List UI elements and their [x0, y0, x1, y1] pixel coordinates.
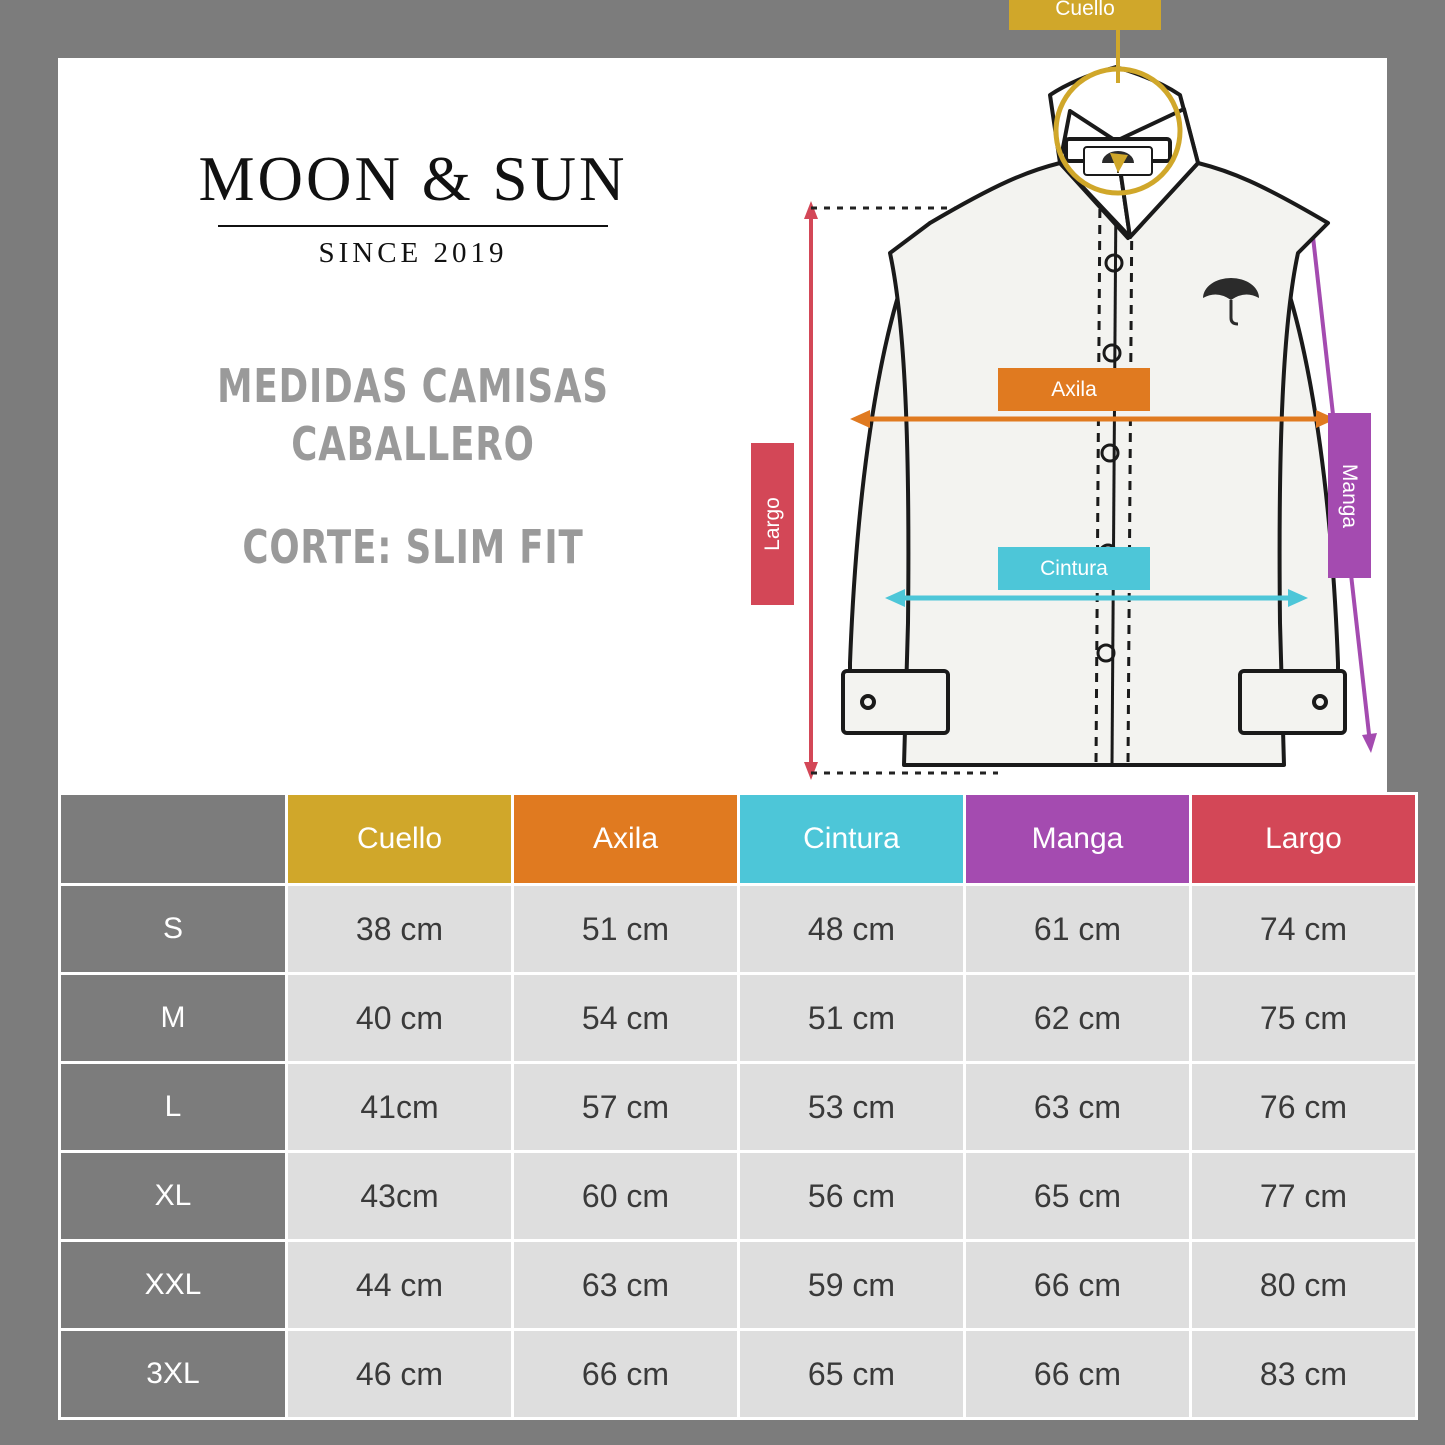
- cell-cuello: 41cm: [287, 1063, 513, 1152]
- cell-axila: 57 cm: [513, 1063, 739, 1152]
- table-row: [60, 974, 1417, 1063]
- cell-manga: 63 cm: [965, 1063, 1191, 1152]
- size-table-body: [60, 885, 1417, 1419]
- cell-cintura: 48 cm: [739, 885, 965, 974]
- cell-largo: 75 cm: [1191, 974, 1417, 1063]
- cell-size: L: [60, 1063, 287, 1152]
- cell-largo: 77 cm: [1191, 1152, 1417, 1241]
- cell-largo: 80 cm: [1191, 1241, 1417, 1330]
- cell-cintura: 51 cm: [739, 974, 965, 1063]
- title-spacer: [113, 473, 713, 519]
- brand-divider: [218, 225, 608, 227]
- page-title-line1: MEDIDAS CAMISAS: [217, 359, 609, 413]
- table-row: [60, 1330, 1417, 1419]
- size-table-wrapper: [58, 792, 1387, 1420]
- table-header-row: [60, 794, 1417, 885]
- cell-size: M: [60, 974, 287, 1063]
- label-manga-text: Manga: [1338, 463, 1362, 528]
- cell-manga: 61 cm: [965, 885, 1191, 974]
- cell-axila: 51 cm: [513, 885, 739, 974]
- cell-cintura: 59 cm: [739, 1241, 965, 1330]
- label-cintura: Cintura: [998, 547, 1150, 590]
- brand-block: [113, 144, 713, 270]
- table-row: [60, 1241, 1417, 1330]
- cell-axila: 60 cm: [513, 1152, 739, 1241]
- cell-cintura: 56 cm: [739, 1152, 965, 1241]
- page-title-line2: CABALLERO: [291, 416, 535, 471]
- label-manga: [1328, 413, 1371, 578]
- label-largo-text: Largo: [760, 497, 784, 551]
- cell-largo: 76 cm: [1191, 1063, 1417, 1152]
- cell-size: S: [60, 885, 287, 974]
- cell-axila: 54 cm: [513, 974, 739, 1063]
- table-row: [60, 1063, 1417, 1152]
- cell-largo: 74 cm: [1191, 885, 1417, 974]
- cell-cuello: 38 cm: [287, 885, 513, 974]
- cell-manga: 62 cm: [965, 974, 1191, 1063]
- cell-cuello: 44 cm: [287, 1241, 513, 1330]
- table-row: [60, 1152, 1417, 1241]
- shirt-diagram: [698, 0, 1388, 803]
- cell-cintura: 65 cm: [739, 1330, 965, 1419]
- page-subtitle: CORTE: SLIM FIT: [242, 520, 584, 574]
- header-cuello: Cuello: [287, 794, 513, 885]
- cell-size: XXL: [60, 1241, 287, 1330]
- label-largo: [751, 443, 794, 605]
- header-cintura: Cintura: [739, 794, 965, 885]
- size-table: [58, 792, 1418, 1420]
- cell-axila: 63 cm: [513, 1241, 739, 1330]
- header-largo: Largo: [1191, 794, 1417, 885]
- size-table-head: [60, 794, 1417, 885]
- cell-cintura: 53 cm: [739, 1063, 965, 1152]
- shirt-illustration: [698, 23, 1388, 803]
- top-section: [58, 0, 1387, 792]
- label-cuello: Cuello: [1009, 0, 1161, 30]
- cell-size: 3XL: [60, 1330, 287, 1419]
- header-axila: Axila: [513, 794, 739, 885]
- cell-manga: 66 cm: [965, 1330, 1191, 1419]
- label-axila: Axila: [998, 368, 1150, 411]
- cell-axila: 66 cm: [513, 1330, 739, 1419]
- header-size: [60, 794, 287, 885]
- cell-manga: 65 cm: [965, 1152, 1191, 1241]
- cell-cuello: 46 cm: [287, 1330, 513, 1419]
- brand-since: SINCE 2019: [318, 237, 508, 269]
- cell-largo: 83 cm: [1191, 1330, 1417, 1419]
- table-row: [60, 885, 1417, 974]
- brand-name: MOON & SUN: [198, 144, 628, 214]
- title-block: [113, 358, 713, 577]
- cell-cuello: 43cm: [287, 1152, 513, 1241]
- chart-card: [58, 0, 1387, 1392]
- header-manga: Manga: [965, 794, 1191, 885]
- cell-cuello: 40 cm: [287, 974, 513, 1063]
- cell-manga: 66 cm: [965, 1241, 1191, 1330]
- cell-size: XL: [60, 1152, 287, 1241]
